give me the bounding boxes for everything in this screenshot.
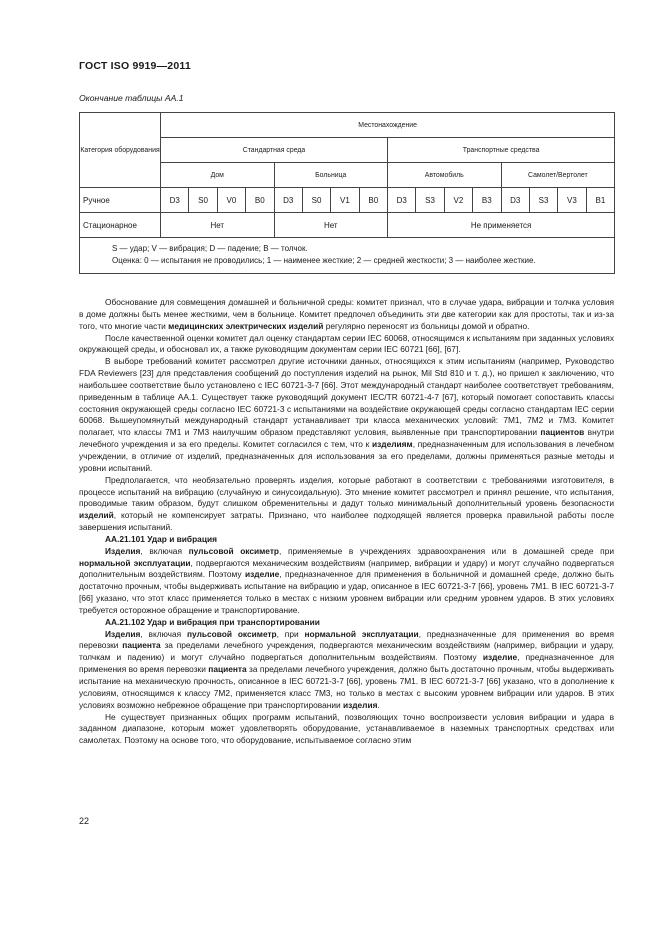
table-cell: Нет (161, 213, 275, 238)
table-caption: Окончание таблицы АА.1 (79, 93, 184, 103)
table-cell: V0 (217, 188, 245, 213)
row-label: Ручное (80, 188, 161, 213)
home-header: Дом (161, 163, 275, 188)
page-number: 22 (79, 816, 90, 826)
table-cell: B0 (246, 188, 274, 213)
paragraph: Обоснование для совмещения домашней и больничной среды: комитет признал, что в случае удара, вибрации и толчка условия в доме должны быть менее жесткими, чем в больнице. Комитет предпочел объединить эти две категории как для простоты, так и из-за того, что многие части медицинских электрических изделий регулярно переносят из больницы домой и обратно. (79, 297, 614, 331)
paragraph: Изделия, включая пульсовой оксиметр, применяемые в учреждениях здравоохранения или в домашней среде при нормальной эксплуатации, подвергаются механическим воздействиям (например, вибрации и удару) и могут случайно подвергаться дополнительным воздействиям. Поэтому изделие, предназначенное для применения в больничной и домашней среде, должно быть достаточно прочным, чтобы выдерживать испытание на вибрацию и удар, описанное в IEC 60721-3-7 [66], уровень 7M1. В IEC 60721-3-7 [66] указано, что этот класс применяется только в местах с низким уровнем вибрации или средним уровнем ударов. В этих условиях требуется осторожное обращение и транспортирование. (79, 545, 614, 615)
location-header: Местонахождение (161, 113, 615, 138)
table-cell: B3 (473, 188, 501, 213)
table-cell: V2 (444, 188, 472, 213)
aircraft-header: Самолет/Вертолет (501, 163, 615, 188)
table-cell: S3 (529, 188, 557, 213)
row-label: Стационарное (80, 213, 161, 238)
paragraph: В выборе требований комитет рассмотрел другие источники данных, относящихся к этим испытаниям (например, Руководство FDA Reviewers [23] для представления сообщений до поступления изделий на рынок, Mil Std 810 и т. д.), но пришел к заключению, что наибольшее соответствие было установлено с IEC 60721-3-7 [66]. Этот международный стандарт наиболее соответствует требованиям, приведенным в таблице АА.1. Существует также руководящий документ IEC/TR 60721-4-7 [67], который помогает сопоставить классы состояния окружающей среды согласно IEC 60721-3 с испытаниями на воздействие окружающей среды согласно стандартам IEC серии 60068. Вышеупомянутый международный стандарт устанавливает три класса механических условий: 7M1, 7M2 и 7M3. Комитет полагает, что классы 7M1 и 7M3 наилучшим образом представляют условия, выявленные при транспортировании пациентов внутри лечебного учреждения и за его пределы. Комитет согласился с тем, что к изделиям, предназначенным для использования в лечебном учреждении, в отличие от изделий, предназначенных для использования за его пределами, должны применяться разные методы и уровни испытаний. (79, 356, 615, 473)
section-heading: АА.21.101 Удар и вибрация (105, 533, 217, 544)
table-cell: V1 (331, 188, 359, 213)
table-cell: S3 (416, 188, 444, 213)
paragraph: Предполагается, что необязательно проверять изделия, которые работают в соответствии с требованиями изготовителя, в процессе испытаний на вибрацию (случайную и синусоидальную). Это мнение комитет рассмотрел и принял решение, что испытания, проводимые таким образом, будут слишком обременительны и дадут только минимальный дополнительный уровень безопасности изделий, который не компенсирует затраты. Признано, что наиболее подходящей является проверка правильной работы после завершения испытаний. (79, 474, 614, 533)
table-cell: D3 (161, 188, 189, 213)
table-row (80, 188, 615, 213)
table-cell: B0 (359, 188, 387, 213)
body-text (79, 297, 614, 747)
category-header: Категория оборудования (80, 113, 161, 188)
section-heading: АА.21.102 Удар и вибрация при транспортировании (105, 616, 320, 627)
paragraph: После качественной оценки комитет дал оценку стандартам серии IEC 60068, относящимся к испытаниям при заданных условиях окружающей среды, и обосновал их, а также руководящим документам серии IEC 60721 [66], [67]. (79, 332, 614, 355)
table-cell: S0 (189, 188, 217, 213)
standard-env-header: Стандартная среда (161, 138, 388, 163)
paragraph: Изделия, включая пульсовой оксиметр, при нормальной эксплуатации, предназначенные для применения во время перевозки пациента за пределами лечебного учреждения, подвергаются механическим воздействиям (например, вибрации и удару, толчкам и падению) и могут случайно подвергаться дополнительным воздействиям. Поэтому изделие, предназначенное для применения во время перевозки пациента за пределами лечебного учреждения, должно быть достаточно прочным, чтобы выдерживать испытание на механическую прочность, описанное в IEC 60721-3-7 [66], уровень 7M1. В IEC 60721-3-7 [66] указано, что в дополнение к условиям, относящимся к классу 7M2, применяется класс 7M3, но только в местах с высоким уровнем вибрации или ударов. В этих условиях возможно небрежное обращение при транспортировании изделия. (79, 628, 615, 710)
transport-env-header: Транспортные средства (388, 138, 615, 163)
table-row (80, 213, 615, 238)
table-cell: D3 (388, 188, 416, 213)
hospital-header: Больница (274, 163, 388, 188)
environment-table (79, 112, 615, 274)
car-header: Автомобиль (388, 163, 502, 188)
table-cell: Нет (274, 213, 388, 238)
table-cell: B1 (586, 188, 615, 213)
table-cell: V3 (558, 188, 586, 213)
table-note: S — удар; V — вибрация; D — падение; B — толчок. (112, 244, 308, 253)
table-cell: Не применяется (388, 213, 615, 238)
table-notes (80, 238, 615, 274)
table-note: Оценка: 0 — испытания не проводились; 1 — наименее жесткие; 2 — средней жесткости; 3 — наиболее жесткие. (112, 256, 536, 265)
table-cell: D3 (501, 188, 529, 213)
paragraph: Не существует признанных общих программ испытаний, позволяющих точно воспроизвести условия вибрации и удара в заданном диапазоне, которым может удовлетворять оборудование, устанавливаемое в наземных транспортных средствах или самолетах. Поэтому на основе того, что оборудование, испытываемое согласно этим (79, 711, 614, 746)
table-cell: S0 (302, 188, 330, 213)
document-id: ГОСТ ISO 9919—2011 (79, 60, 191, 72)
table-cell: D3 (274, 188, 302, 213)
